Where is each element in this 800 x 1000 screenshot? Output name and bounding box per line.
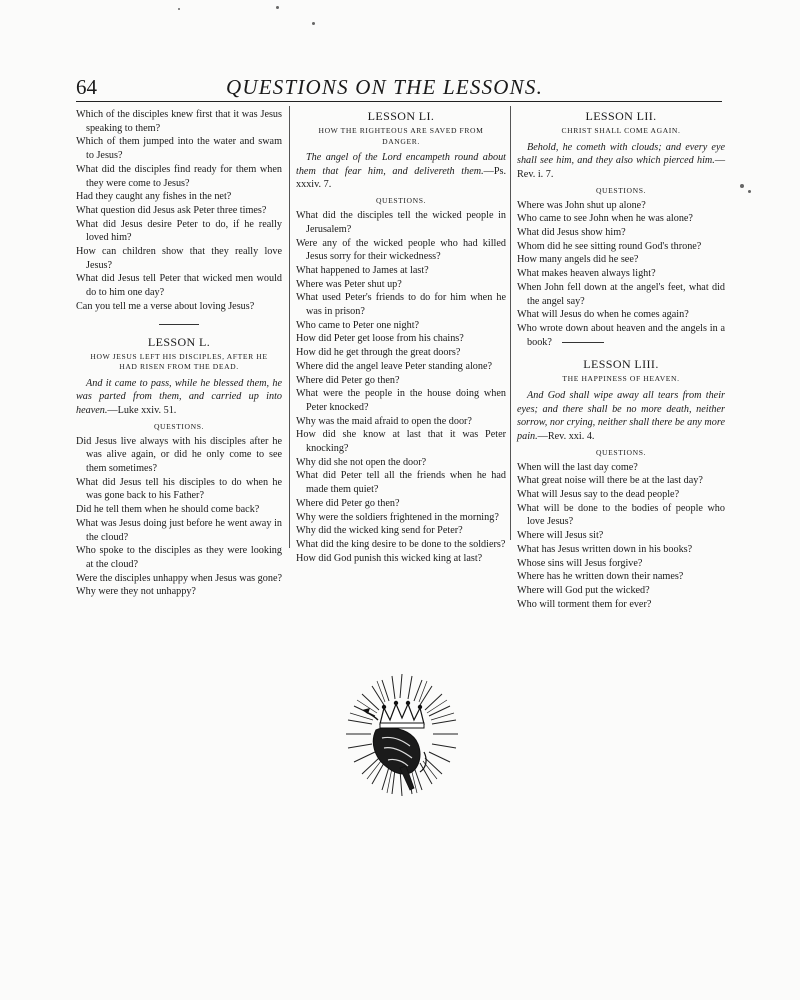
lesson-verse: Behold, he cometh with clouds; and every eye shall see him, and they also which pierced him.—Rev. i. 7. bbox=[517, 141, 725, 180]
question: How many angels did he see? bbox=[517, 254, 639, 266]
page-header bbox=[76, 74, 722, 100]
question: Who will torment them for ever? bbox=[517, 598, 652, 610]
question: What did the king desire to be done to the soldiers? bbox=[296, 538, 506, 550]
question: When John fell down at the angel's feet, what did the angel say? bbox=[517, 281, 725, 307]
column-3 bbox=[517, 108, 725, 611]
question: How did Peter get loose from his chains? bbox=[296, 333, 464, 345]
running-title: QUESTIONS ON THE LESSONS. bbox=[226, 75, 544, 99]
question: Where was Peter shut up? bbox=[296, 278, 402, 290]
question: Whom did he see sitting round God's throne? bbox=[517, 240, 702, 252]
question: What great noise will there be at the last day? bbox=[517, 475, 703, 487]
column-divider-2 bbox=[510, 106, 511, 540]
question: Which of the disciples knew first that it was Jesus speaking to them? bbox=[76, 109, 282, 134]
column-1 bbox=[76, 108, 282, 599]
question: How did he get through the great doors? bbox=[296, 347, 461, 359]
questions-label: QUESTIONS. bbox=[595, 447, 647, 457]
question: What will be done to the bodies of people who love Jesus? bbox=[517, 502, 725, 528]
question: What were the people in the house doing when Peter knocked? bbox=[296, 388, 506, 413]
question: How did God punish this wicked king at last? bbox=[296, 552, 483, 564]
question: What was Jesus doing just before he went away in the cloud? bbox=[76, 517, 282, 543]
question: Why did she not open the door? bbox=[296, 456, 427, 468]
question: Who came to see John when he was alone? bbox=[517, 213, 693, 225]
speck bbox=[276, 6, 279, 9]
speck bbox=[178, 8, 180, 10]
question: Where did the angel leave Peter standing alone? bbox=[296, 360, 493, 372]
lesson-verse: The angel of the Lord encampeth round about them that fear him, and delivereth them.—Ps. xxxiv. 7. bbox=[296, 152, 506, 191]
questions-label: QUESTIONS. bbox=[375, 196, 427, 206]
lesson-title: LESSON LII. bbox=[585, 109, 657, 123]
questions-label: QUESTIONS. bbox=[153, 421, 205, 431]
question: What will Jesus do when he comes again? bbox=[517, 309, 689, 321]
question: How can children show that they really love Jesus? bbox=[76, 246, 282, 271]
question: What did Jesus tell Peter that wicked men would do to him one day? bbox=[76, 273, 282, 299]
question: What has Jesus written down in his books? bbox=[517, 543, 693, 555]
lesson-subtitle: HOW JESUS LEFT HIS DISCIPLES, AFTER HE HAD RISEN FROM THE DEAD. bbox=[90, 351, 268, 372]
crown-and-rays-icon bbox=[340, 668, 464, 802]
question: When will the last day come? bbox=[517, 461, 638, 473]
lesson-title: LESSON L. bbox=[147, 334, 211, 349]
speck bbox=[312, 22, 315, 25]
question: Why was the maid afraid to open the door? bbox=[296, 415, 472, 427]
question: Why were they not unhappy? bbox=[76, 586, 196, 598]
question: Whose sins will Jesus forgive? bbox=[517, 557, 643, 569]
question: What happened to James at last? bbox=[296, 264, 429, 276]
speck bbox=[740, 184, 744, 188]
header-rule bbox=[76, 101, 722, 102]
question: Where did Peter go then? bbox=[296, 497, 400, 509]
question: What did Jesus desire Peter to do, if he really loved him? bbox=[76, 218, 282, 244]
section-rule bbox=[562, 342, 604, 343]
verse-reference: —Rev. i. 7. bbox=[517, 155, 725, 180]
question: Who spoke to the disciples as they were looking at the cloud? bbox=[76, 545, 282, 570]
question: What did the disciples tell the wicked people in Jerusalem? bbox=[296, 210, 506, 235]
question: Why did the wicked king send for Peter? bbox=[296, 525, 463, 537]
question: What used Peter's friends to do for him when he was in prison? bbox=[296, 292, 506, 318]
question: What did Peter tell all the friends when he had made them quiet? bbox=[296, 470, 506, 496]
lesson-subtitle: HOW THE RIGHTEOUS ARE SAVED FROM DANGER. bbox=[318, 126, 484, 146]
verse-reference: —Ps. xxxiv. 7. bbox=[296, 165, 506, 191]
question: Where has he written down their names? bbox=[517, 571, 684, 583]
question: Which of them jumped into the water and swam to Jesus? bbox=[76, 136, 282, 162]
lesson-title: LESSON LI. bbox=[367, 109, 435, 123]
question: How did she know at last that it was Peter knocking? bbox=[296, 429, 506, 455]
question: Who wrote down about heaven and the angels in a book? bbox=[517, 322, 725, 348]
section-rule bbox=[159, 324, 199, 325]
question: What did Jesus show him? bbox=[517, 227, 626, 239]
lesson-title: LESSON LIII. bbox=[583, 357, 659, 372]
column-2 bbox=[296, 108, 506, 565]
question: Can you tell me a verse about loving Jesus? bbox=[76, 300, 255, 312]
verse-reference: —Luke xxiv. 51. bbox=[107, 404, 177, 416]
verse-reference: —Rev. xxi. 4. bbox=[537, 430, 595, 442]
question: Why were the soldiers frightened in the morning? bbox=[296, 511, 499, 523]
question: What makes heaven always light? bbox=[517, 268, 656, 280]
question: What will Jesus say to the dead people? bbox=[517, 489, 680, 501]
page-number: 64 bbox=[76, 75, 97, 99]
column-divider-1 bbox=[289, 106, 290, 548]
questions-label: QUESTIONS. bbox=[595, 185, 647, 195]
lesson-subtitle: CHRIST SHALL COME AGAIN. bbox=[561, 126, 681, 135]
question: Who came to Peter one night? bbox=[296, 319, 420, 331]
question: What question did Jesus ask Peter three times? bbox=[76, 204, 267, 216]
question: Where will Jesus sit? bbox=[517, 530, 604, 542]
question: Where did Peter go then? bbox=[296, 374, 400, 386]
lesson-verse: And it came to pass, while he blessed them, he was parted from them, and carried up into heaven.—Luke xxiv. 51. bbox=[76, 377, 282, 416]
speck bbox=[748, 190, 751, 193]
question: What did Jesus tell his disciples to do when he was gone back to his Father? bbox=[76, 476, 282, 502]
lesson-verse: And God shall wipe away all tears from their eyes; and there shall be no more death, neither sorrow, nor crying, neither shall there be any more pain.—Rev. xxi. 4. bbox=[517, 389, 725, 442]
question: Had they caught any fishes in the net? bbox=[76, 191, 232, 203]
question: What did the disciples find ready for them when they were come to Jesus? bbox=[76, 163, 282, 189]
question: Where will God put the wicked? bbox=[517, 584, 650, 596]
question: Where was John shut up alone? bbox=[517, 199, 646, 211]
question: Were the disciples unhappy when Jesus was gone? bbox=[76, 572, 282, 584]
lesson-subtitle: THE HAPPINESS OF HEAVEN. bbox=[562, 374, 680, 384]
question: Were any of the wicked people who had killed Jesus sorry for their wickedness? bbox=[296, 237, 506, 263]
question: Did he tell them when he should come back? bbox=[76, 504, 260, 516]
question: Did Jesus live always with his disciples after he was alive again, or did he only come to see them sometimes? bbox=[76, 435, 282, 475]
